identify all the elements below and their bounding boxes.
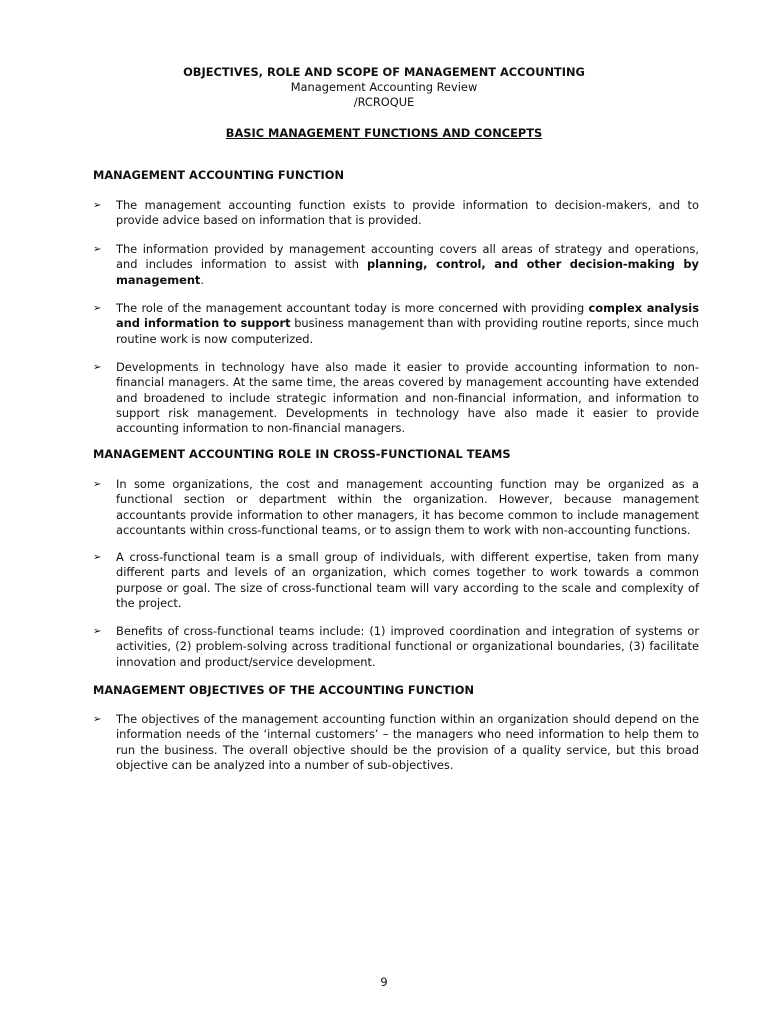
arrow-bullet-icon: ➢ (93, 362, 102, 373)
bullet-item (93, 477, 699, 538)
page-number: 9 (380, 975, 388, 989)
document-header (0, 64, 768, 141)
bullet-text: The objectives of the management accounting function within an organization should depend on the information needs of the ‘internal customers’ – the managers who need information to help them to run the business. The overall objective should be the provision of a quality service, but this broad objective can be analyzed into a number of sub-objectives. (116, 712, 699, 772)
bullet-text: In some organizations, the cost and management accounting function may be organized as a functional section or department within the organization. However, because management accountants provide information to other managers, it has become common to include management accountants within cross-functional teams, or to assign them to work with non-accounting functions. (116, 477, 699, 537)
document-author: /RCROQUE (353, 95, 415, 109)
section-heading-objectives: MANAGEMENT OBJECTIVES OF THE ACCOUNTING FUNCTION (93, 683, 475, 697)
arrow-bullet-icon: ➢ (93, 479, 102, 490)
document-subtitle: Management Accounting Review (290, 80, 478, 94)
bullet-text: The management accounting function exists to provide information to decision-makers, and to provide advice based on information that is provided. (116, 198, 699, 228)
bullet-text: The information provided by management accounting covers all areas of strategy and operations, and includes information to assist with planning, control, and other decision-making by management. (116, 242, 699, 287)
bullet-item (93, 301, 699, 347)
arrow-bullet-icon: ➢ (93, 200, 102, 211)
section-heading-function: MANAGEMENT ACCOUNTING FUNCTION (93, 168, 345, 182)
section-title: BASIC MANAGEMENT FUNCTIONS AND CONCEPTS (225, 126, 543, 140)
bullet-text: Developments in technology have also made it easier to provide accounting information to non-financial managers. At the same time, the areas covered by management accounting have extended and broadened to include strategic information and non-financial information, and information to support risk management. Developments in technology have also made it easier to provide accounting information to non-financial managers. (116, 360, 699, 436)
bullet-item (93, 198, 699, 229)
section-heading-role: MANAGEMENT ACCOUNTING ROLE IN CROSS-FUNCTIONAL TEAMS (93, 447, 511, 461)
document-title: OBJECTIVES, ROLE AND SCOPE OF MANAGEMENT ACCOUNTING (183, 65, 585, 79)
bullet-text: A cross-functional team is a small group of individuals, with different expertise, taken from many different parts and levels of an organization, which comes together to work towards a common purpose or goal. The size of cross-functional team will vary according to the scale and complexity of the project. (116, 550, 699, 610)
arrow-bullet-icon: ➢ (93, 303, 102, 314)
bullet-item (93, 242, 699, 288)
arrow-bullet-icon: ➢ (93, 244, 102, 255)
bullet-item (93, 550, 699, 611)
bullet-text: Benefits of cross-functional teams include: (1) improved coordination and integration of systems or activities, (2) problem-solving across traditional functional or organizational boundaries, (3) facilitate innovation and product/service development. (116, 624, 699, 669)
arrow-bullet-icon: ➢ (93, 714, 102, 725)
arrow-bullet-icon: ➢ (93, 552, 102, 563)
bullet-item (93, 624, 699, 670)
arrow-bullet-icon: ➢ (93, 626, 102, 637)
bullet-text: The role of the management accountant today is more concerned with providing complex analysis and information to support business management than with providing routine reports, since much routine work is now computerized. (116, 301, 699, 346)
bullet-item (93, 360, 699, 436)
bullet-item (93, 712, 699, 773)
